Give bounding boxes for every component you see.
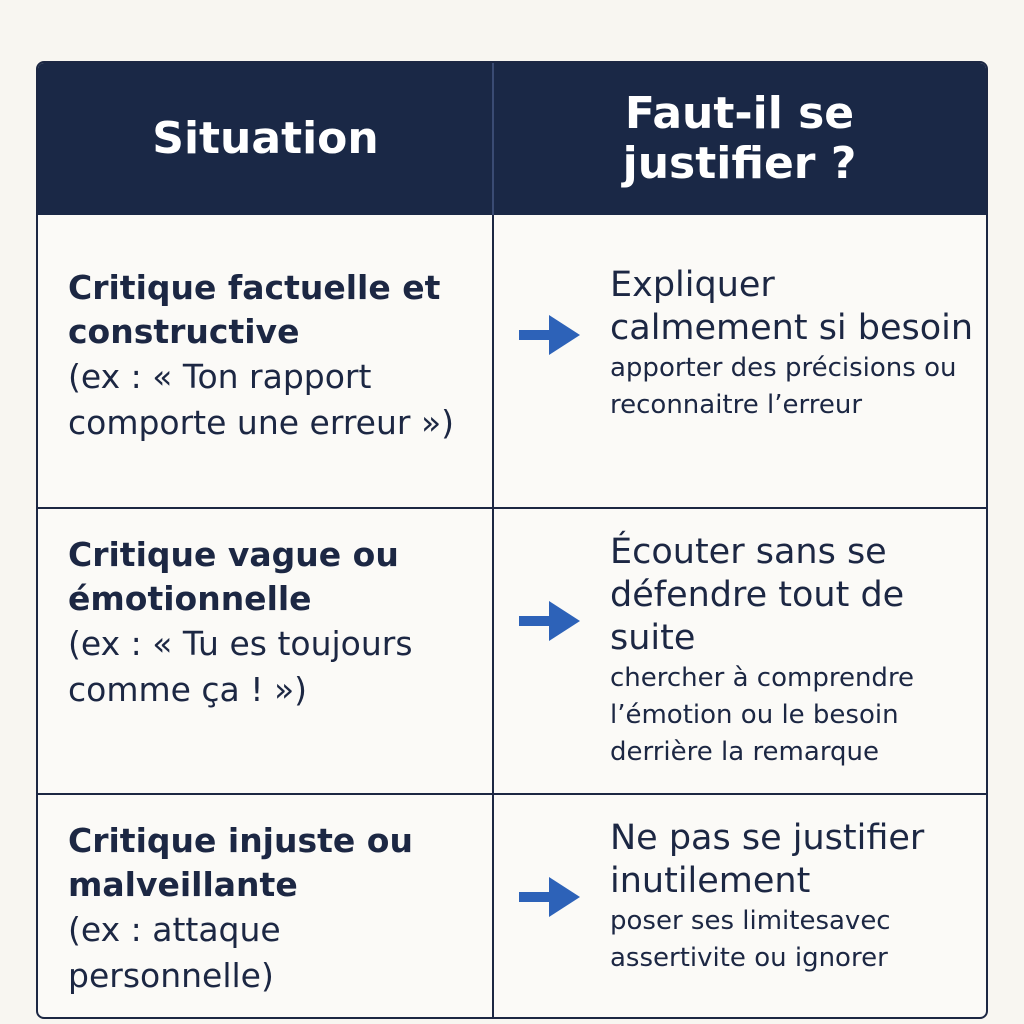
- answer-cell: [494, 507, 986, 793]
- right-arrow-icon: [519, 313, 581, 357]
- situation-cell: [38, 215, 493, 507]
- situation-title: Critique vague ou émotionnelle: [68, 535, 399, 618]
- situation-title: Critique factuelle et constructive: [68, 268, 441, 351]
- situation-cell: [38, 793, 493, 1019]
- answer-title: Écouter sans se défendre tout de suite: [610, 532, 905, 658]
- header-situation: [38, 63, 493, 215]
- header-justify: [493, 63, 986, 215]
- situation-example: (ex : attaque personnelle): [68, 910, 281, 995]
- table-row: [38, 215, 986, 507]
- header-justify-label: Faut-il se justifier ?: [622, 88, 857, 189]
- situation-cell: [38, 507, 493, 793]
- answer-description: poser ses limitesavec assertivite ou ignorer: [610, 906, 891, 973]
- situation-example: (ex : « Tu es toujours comme ça ! »): [68, 624, 413, 709]
- answer-description: chercher à comprendre l’émotion ou le besoin derrière la remarque: [610, 663, 915, 767]
- answer-cell: [494, 793, 986, 1019]
- answer-cell: [494, 215, 986, 507]
- right-arrow-icon: [519, 599, 581, 643]
- answer-title: Expliquer calmement si besoin: [610, 265, 974, 348]
- answer-description: apporter des précisions ou reconnaitre l’erreur: [610, 353, 957, 420]
- situation-example: (ex : « Ton rapport comporte une erreur »): [68, 357, 455, 442]
- answer-title: Ne pas se justifier inutilement: [610, 818, 925, 901]
- table-row: [38, 507, 986, 793]
- header-situation-label: Situation: [152, 113, 379, 164]
- justification-table: [36, 61, 988, 1019]
- situation-title: Critique injuste ou malveillante: [68, 821, 413, 904]
- table-row: [38, 793, 986, 1019]
- table-header: [38, 63, 986, 215]
- right-arrow-icon: [519, 875, 581, 919]
